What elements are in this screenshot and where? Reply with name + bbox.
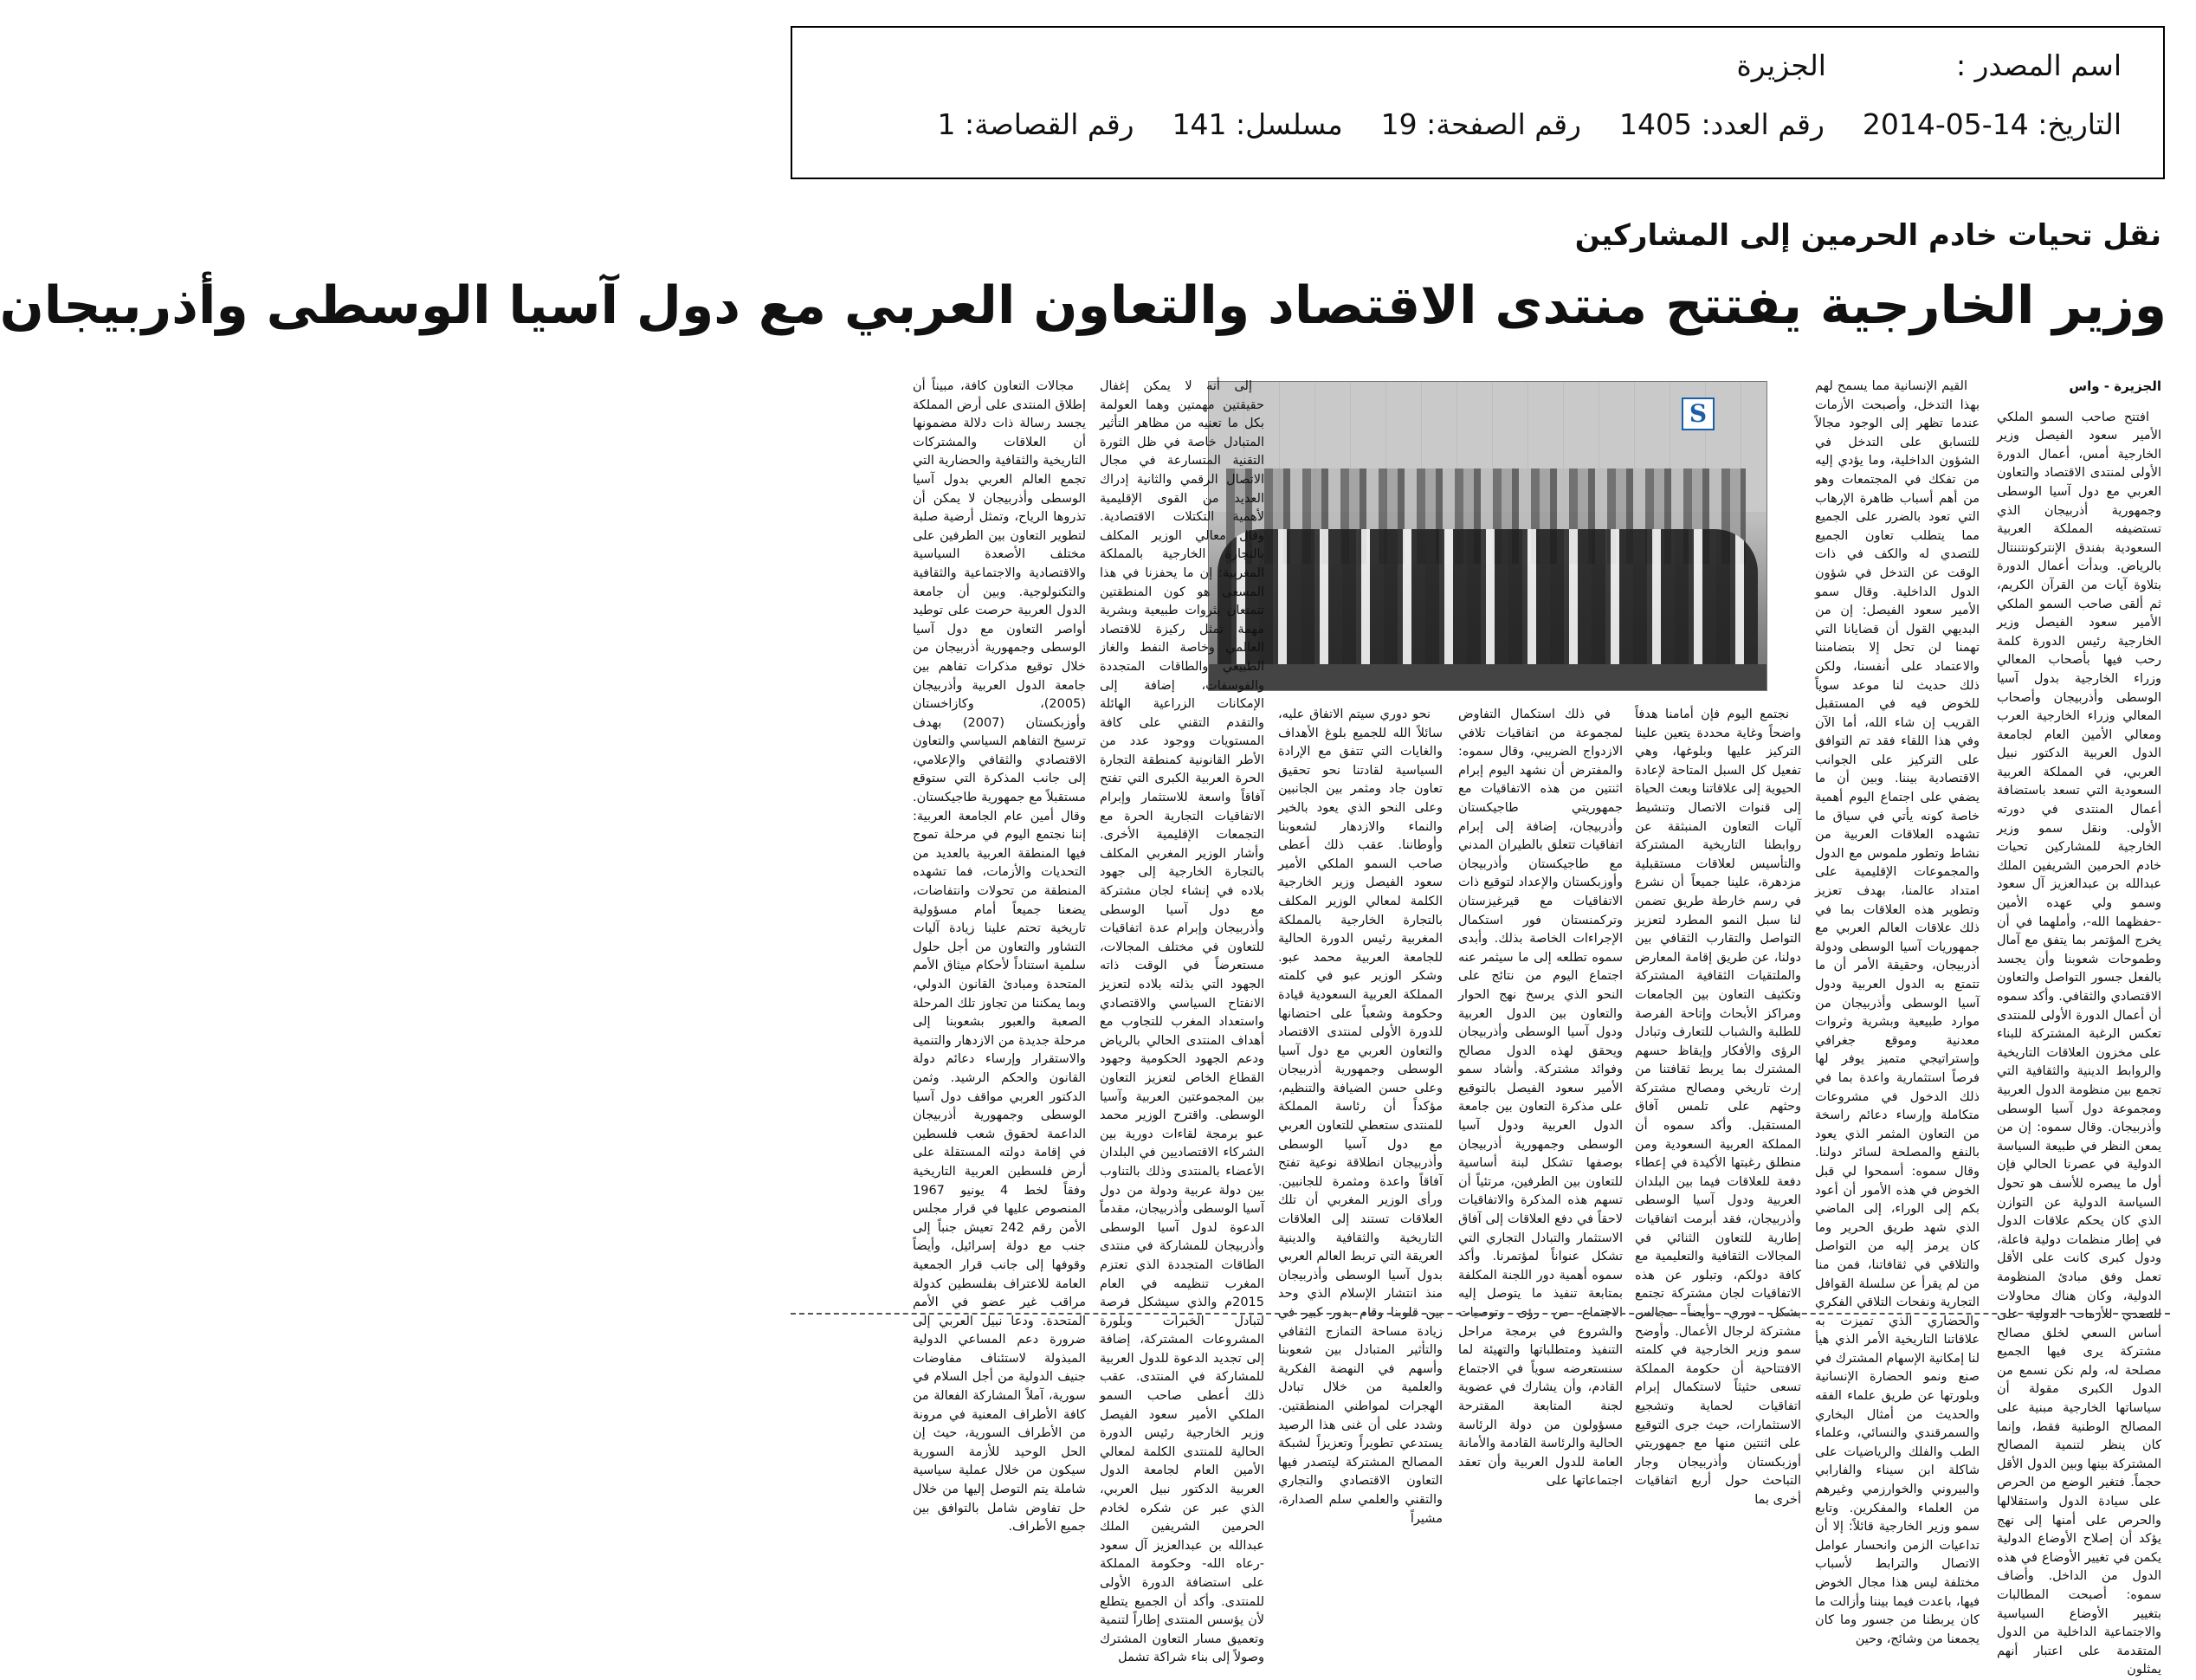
column-5-text: نحو دوري سيتم الاتفاق عليه، سائلاً الله للجميع بلوغ الأهداف والغايات التي تتفق مع الإرادة السياسية لقادتنا نحو تحقيق تعاون جاد ومثمر بين الجانبين وعلى النحو الذي يعود بالخير والنماء والازدهار لشعوبنا وأوطاننا. عقب ذلك أعطى صاحب السمو الملكي الأمير سعود الفيصل وزير الخارجية الكلمة لمعالي الوزير المكلف بالتجارة الخارجية بالمملكة المغربية رئيس الدورة الحالية للجامعة العربية محمد عبو. وشكر الوزير عبو في كلمته المملكة العربية السعودية قيادة وحكومة وشعباً على احتضانها للدورة الأولى لمنتدى الاقتصاد والتعاون العربي مع دول آسيا الوسطى وجمهورية أذربيجان وعلى حسن الضيافة والتنظيم، مؤكداً أن رئاسة المملكة للمنتدى ستعطي للتعاون العربي مع دول آسيا الوسطى وأذربيجان انطلاقة نوعية تفتح آفاقاً واعدة ومثمرة للجانبين. ورأى الوزير المغربي أن تلك العلاقات تستند إلى العلاقات التاريخية والثقافية والدينية العريقة التي تربط العالم العربي بدول آسيا الوسطى وأذربيجان منذ انتشار الإسلام الذي وحد بين قلوبنا وقام بدور كبير في زيادة مساحة التمازج الثقافي والتأثير المتبادل بين شعوبنا وأسهم في النهضة الفكرية والعلمية من خلال تبادل الهجرات لمواطني المنطقتين. وشدد على أن غنى هذا الرصيد يستدعي تطويراً وتعزيزاً لشبكة المصالح المشتركة ليتصدر فيها التعاون الاقتصادي والتجاري والتقني والعلمي سلم الصدارة، مشيراً (1278, 708, 1443, 1526)
photo-floor (1209, 664, 1766, 690)
article-column-3 (1635, 706, 1801, 1507)
date-field: التاريخ: 14-05-2014 (1862, 107, 2122, 141)
article-column-7 (913, 378, 1087, 1535)
photo-group (1217, 529, 1758, 676)
page-field: رقم الصفحة: 19 (1380, 107, 1581, 141)
issue-field: رقم العدد: 1405 (1618, 107, 1825, 141)
clip-field: رقم القصاصة: 1 (937, 107, 1134, 141)
article-column-2 (1815, 378, 1980, 1646)
column-4-text: في ذلك استكمال التفاوض لمجموعة من اتفاقيات تلافي الازدواج الضريبي، وقال سموه: والمفترض أن نشهد اليوم إبرام اثنتين من هذه الاتفاقيات مع جمهوريتي طاجيكستان وأذربيجان، إضافة إلى إبرام اتفاقيات تتعلق بالطيران المدني مع طاجيكستان وأذربيجان وأوزبكستان والإعداد لتوقيع ذات الاتفاقيات مع قيرغيزستان وتركمنستان فور استكمال الإجراءات الخاصة بذلك. وأبدى سموه تطلعه إلى ما سيثمر عنه اجتماع اليوم من نتائج على النحو الذي يرسخ نهج الحوار والتعاون بين الدول العربية ودول آسيا الوسطى وأذربيجان ويحقق لهذه الدول مصالح وفوائد مشتركة. وأشاد سمو الأمير سعود الفيصل بالتوقيع على مذكرة التعاون بين جامعة الدول العربية ودول آسيا الوسطى وجمهورية أذربيجان بوصفها تشكل لبنة أساسية للتعاون بين الطرفين، مرتئياً أن تسهم هذه المذكرة والاتفاقيات لاحقاً في دفع العلاقات إلى آفاق الاستثمار والتبادل التجاري التي تشكل عنواناً لمؤتمرنا. وأكد سموه أهمية دور اللجنة المكلفة بمتابعة تنفيذ ما يتوصل إليه الاجتماع من رؤى وتوصيات والشروع في برمجة مراحل التنفيذ ومتطلباتها والتهيئة لما سنستعرضه سوياً في الاجتماع القادم، وأن يشارك في عضوية لجنة المتابعة المقترحة مسؤولون من دولة الرئاسة الحالية والرئاسة القادمة والأمانة العامة للدول العربية وأن تعقد اجتماعاتها على (1458, 708, 1623, 1489)
column-1-text: افتتح صاحب السمو الملكي الأمير سعود الفيصل وزير الخارجية أمس، أعمال الدورة الأولى لمنتدى الاقتصاد والتعاون العربي مع دول آسيا الوسطى وجمهورية أذربيجان الذي تستضيفه المملكة العربية السعودية بفندق الإنتركونتننتال بالرياض. وبدأت أعمال الدورة بتلاوة آيات من القرآن الكريم، ثم ألقى صاحب السمو الملكي الأمير سعود الفيصل وزير الخارجية رئيس الدورة كلمة رحب فيها بأصحاب المعالي وزراء الخارجية بدول آسيا الوسطى وأذربيجان وأصحاب المعالي وزراء الخارجية العرب ومعالي الأمين العام لجامعة الدول العربية الدكتور نبيل العربي، في المملكة العربية السعودية التي تسعد باستضافة أعمال المنتدى في دورته الأولى. ونقل سمو وزير الخارجية للمشاركين تحيات خادم الحرمين الشريفين الملك عبدالله بن عبدالعزيز آل سعود وسمو ولي عهده الأمين -حفظهما الله-، وأملهما في أن يخرج المؤتمر بما يتفق مع آمال وطموحات شعوبنا وأن يجسد بالفعل جسور التواصل والتعاون الاقتصادي والثقافي. وأكد سموه أن أعمال الدورة الأولى للمنتدى تعكس الرغبة المشتركة للبناء على مخزون العلاقات التاريخية والروابط الدينية والثقافية التي تجمع بين منظومة الدول العربية ومجموعة دول آسيا الوسطى وأذربيجان. وقال سموه: إن من يمعن النظر في طبيعة السياسة الدولية في عصرنا الحالي فإن أول ما يبصره للأسف هو تحول السياسة الدولية عن التوازن الذي كان يحكم علاقات الدول في إطار منظمات دولية فاعلة، ودول كبرى كانت على الأقل تعمل وفق مبادئ المنظومة الدولية، وكان هناك محاولات للتصدي للأزمات الدولية على أساس السعي لخلق مصالح مشتركة يرى فيها الجميع مصلحة له، ولم نكن نسمع من الدول الكبرى مقولة أن سياساتها الخارجية مبنية على المصالح الوطنية فقط، وإنما كان ينظر لتنمية المصالح المشتركة بينها وبين الدول الأقل حجماً. فتغير الوضع من الحرص على سيادة الدول واستقلالها والحرص على أمنها إلى نهج يؤكد أن إصلاح الأوضاع الدولية يكمن في تغيير الأوضاع في هذه الدول من الداخل. وأضاف سموه: أصبحت المطالبات بتغيير الأوضاع السياسية والاجتماعية الداخلية من الدول المتقدمة على اعتبار أنهم يمثلون (1997, 410, 2161, 1677)
source-info-box (791, 26, 2165, 179)
article-column-1 (1997, 378, 2161, 1677)
column-3-text: نجتمع اليوم فإن أمامنا هدفاً واضحاً وغاية محددة يتعين علينا التركيز عليها وبلوغها، وهي تفعيل كل السبل المتاحة لإعادة الحيوية إلى علاقاتنا وبعث الحياة إلى قنوات الاتصال وتنشيط آليات التعاون المنبثقة عن روابطنا التاريخية المشتركة والتأسيس لعلاقات مستقبلية مزدهرة، علينا جميعاً أن نشرع في رسم خارطة طريق تضمن لنا سبل النمو المطرد لتعزيز التواصل والتقارب الثقافي بين دولنا، عن طريق إقامة المعارض والملتقيات الثقافية المشتركة وتكثيف التعاون بين الجامعات ومراكز الأبحاث وإتاحة الفرصة للطلبة والشباب للتعارف وتبادل الرؤى والأفكار وإيقاظ حسهم المشترك بما يربط ثقافتنا من إرث تاريخي ومصالح مشتركة وحثهم على تلمس آفاق المستقبل. وأكد سموه أن المملكة العربية السعودية ومن منطلق رغبتها الأكيدة في إعطاء دفعة للعلاقات فيما بين البلدان العربية ودول آسيا الوسطى وأذربيجان، فقد أبرمت اتفاقيات إطارية للتعاون الثنائي في المجالات الثقافية والتعليمية مع كافة دولكم، وتبلور عن هذه الاتفاقيات لجان مشتركة تجتمع بشكل دوري وأيضاً مجالس مشتركة لرجال الأعمال. وأوضح سمو وزير الخارجية في كلمته الافتتاحية أن حكومة المملكة تسعى حثيثاً لاستكمال إبرام اتفاقيات لحماية وتشجيع الاستثمارات، حيث جرى التوقيع على اثنتين منها مع جمهوريتي أوزبكستان وأذربيجان وجار التباحث حول أربع اتفاقيات أخرى بما (1635, 708, 1801, 1507)
column-2-text: القيم الإنسانية مما يسمح لهم بهذا التدخل، وأصبحت الأزمات عندما تظهر إلى الوجود مجالاً للتسابق على التدخل في الشؤون الداخلية، وما يؤدي إليه من تفكك في المجتمعات وهو من أهم أسباب ظاهرة الإرهاب التي تعود بالضرر على الجميع مما يتطلب تعاون الجميع للتصدي له والكف في ذات الوقت عن التدخل في شؤون الدول الداخلية. وقال سمو الأمير سعود الفيصل: إن من البديهي القول أن قضايانا التي تهمنا لن تحل إلا بتضامننا والاعتماد على أنفسنا، ولكن ذلك حديث لنا موعد سوياً للخوض فيه في المستقبل القريب إن شاء الله، أما الآن وفي هذا اللقاء فقد تم التوافق على التركيز على الجوانب الاقتصادية بيننا. وبين أن ما يضفي على اجتماع اليوم أهمية خاصة كونه يأتي في سياق ما تشهده العلاقات العربية من نشاط وتطور ملموس مع الدول والمجموعات الإقليمية على امتداد عالمنا، بهدف تعزيز وتطوير هذه العلاقات بما في ذلك علاقات العالم العربي مع جمهوريات آسيا الوسطى ودولة أذربيجان، وحقيقة الأمر أن ما تتمتع به الدول العربية ودول آسيا الوسطى وأذربيجان من موارد طبيعية وبشرية وثروات معدنية وموقع جغرافي وإستراتيجي متميز يوفر لها فرصاً استثمارية واعدة بما في ذلك الدخول في مشروعات متكاملة وإرساء دعائم راسخة من التعاون المثمر الذي يعود بالنفع والمصلحة لسائر دولنا. وقال سموه: أسمحوا لي قبل الخوض في هذه الأمور أن أعود بكم إلى الوراء، إلى الماضي الذي شهد طريق الحرير وما كان يرمز إليه من التواصل والتلاقي في ثقافاتنا، فمن منا من لم يقرأ عن سلسلة القوافل التجارية ونفحات التلاقي الفكري والحضاري الذي تميزت به علاقاتنا التاريخية الأمر الذي هيأ لنا إمكانية الإسهام المشترك في صنع ونمو الحضارة الإنسانية وبلورتها عن طريق علماء الفقه والحديث من أمثال البخاري والسمرقندي والنسائي، وعلماء الطب والفلك والرياضيات على شاكلة ابن سيناء والفارابي والبيروني والخوارزمي وغيرهم من العلماء والمفكرين. وتابع سمو وزير الخارجية قائلاً: إلا أن تداعيات الزمن وانحسار عوامل الاتصال والترابط لأسباب مختلفة ليس هذا مجال الخوض فيها، باعدت فيما بيننا وأزالت ما كان يربطنا من جسور وما كان يجمعنا من وشائج، وحين (1815, 379, 1980, 1646)
article-photo (1208, 381, 1767, 691)
article-column-5 (1278, 706, 1443, 1526)
article-headline: وزير الخارجية يفتتح منتدى الاقتصاد والتعاون العربي مع دول آسيا الوسطى وأذربيجان (0, 275, 2167, 336)
meta-row (937, 107, 2122, 141)
serial-field: مسلسل: 141 (1172, 107, 1343, 141)
column-7-text: مجالات التعاون كافة، مبيناً أن إطلاق المنتدى على أرض المملكة يجسد رسالة ذات دلالة مضمونها أن العلاقات والمشتركات التاريخية والثقافية والحضارية التي تجمع العالم العربي بدول آسيا الوسطى وأذربيجان لا يمكن أن تذروها الرياح، وتمثل أرضية صلبة لتطوير التعاون بين الطرفين على مختلف الأصعدة السياسية والاقتصادية والاجتماعية والثقافية والتكنولوجية. وبين أن جامعة الدول العربية حرصت على توطيد أواصر التعاون مع دول آسيا الوسطى وجمهورية أذربيجان من خلال توقيع مذكرات تفاهم بين جامعة الدول العربية وأذربيجان (2005)، وكازاخستان وأوزبكستان (2007) بهدف ترسيخ التفاهم السياسي والتعاون الاقتصادي والثقافي والإعلامي، إلى جانب المذكرة التي ستوقع مستقبلاً مع جمهورية طاجيكستان. وقال أمين عام الجامعة العربية: إننا نجتمع اليوم في مرحلة تموج فيها المنطقة العربية بالعديد من التحديات والأزمات، فما تشهده المنطقة من تحولات وانتفاضات، يضعنا جميعاً أمام مسؤولية تاريخية تحتم علينا زيادة آليات التشاور والتعاون من أجل حلول سلمية استناداً لأحكام ميثاق الأمم المتحدة ومبادئ القانون الدولي، وبما يمكننا من تجاوز تلك المرحلة الصعبة والعبور بشعوبنا إلى مرحلة جديدة من الازدهار والتنمية والاستقرار وإرساء دعائم دولة القانون والحكم الرشيد. وثمن الدكتور العربي مواقف دول آسيا الوسطى وجمهورية أذربيجان الداعمة لحقوق شعب فلسطين في إقامة دولته المستقلة على أرض فلسطين العربية التاريخية وفقاً لخط 4 يونيو 1967 المنصوص عليها في قرار مجلس الأمن رقم 242 تعيش جنباً إلى جنب مع دولة إسرائيل، وأيضاً وقوفها إلى جانب قرار الجمعية العامة للاعتراف بفلسطين كدولة مراقب غير عضو في الأمم المتحدة. ودعا نبيل العربي إلى ضرورة دعم المساعي الدولية المبذولة لاستئناف مفاوضات جنيف الدولية من أجل السلام في سورية، آملاً المشاركة الفعالة من كافة الأطراف المعنية في مرونة من الأطراف السورية، حيث إن الحل الوحيد للأزمة السورية سيكون من خلال عملية سياسية شاملة يتم التوصل إليها من خلال حل تفاوض شامل بالتوافق بين جميع الأطراف. (913, 379, 1087, 1535)
article-kicker: نقل تحيات خادم الحرمين إلى المشاركين (1574, 218, 2161, 253)
article-column-4 (1458, 706, 1623, 1489)
column-6-text: إلى أنه لا يمكن إغفال حقيقتين مهمتين وهما العولمة بكل ما تعنيه من مظاهر التأثير المتبادل خاصة في ظل الثورة التقنية المتسارعة في مجال الاتصال الرقمي والثانية إدراك العديد من القوى الإقليمية لأهمية التكتلات الاقتصادية. وقال معالي الوزير المكلف بالتجارة الخارجية بالمملكة المغربية: إن ما يحفزنا في هذا المسعى هو كون المنطقتين تتمتعان بثروات طبيعية وبشرية مهمة تمثل ركيزة للاقتصاد العالمي وخاصة النفط والغاز الطبيعي والطاقات المتجددة والفوسفات، إضافة إلى الإمكانات الزراعية الهائلة والتقدم التقني على كافة المستويات ووجود عدد من الأطر القانونية كمنطقة التجارة الحرة العربية الكبرى التي تفتح آفاقاً واسعة للاستثمار وإبرام الاتفاقيات التجارية الحرة مع التجمعات الإقليمية الأخرى. وأشار الوزير المغربي المكلف بالتجارة الخارجية إلى جهود بلاده في إنشاء لجان مشتركة مع دول آسيا الوسطى وأذربيجان وإبرام عدة اتفاقيات للتعاون في مختلف المجالات، مستعرضاً في الوقت ذاته الجهود التي بذلته بلاده لتعزيز الانفتاح السياسي والاقتصادي واستعداد المغرب للتجاوب مع أهداف المنتدى الحالي بالرياض ودعم الجهود الحكومية وجهود القطاع الخاص لتعزيز التعاون بين المجموعتين العربية وآسيا الوسطى. واقترح الوزير محمد عبو برمجة لقاءات دورية بين الشركاء الاقتصاديين في البلدان الأعضاء بالمنتدى وذلك بالتناوب بين دولة عربية ودولة من دول آسيا الوسطى وأذربيجان، مقدماً الدعوة لدول آسيا الوسطى وأذربيجان للمشاركة في منتدى الطاقات المتجددة الذي تعتزم المغرب تنظيمه في العام 2015م والذي سيشكل فرصة لتبادل الخبرات وبلورة المشروعات المشتركة، إضافة إلى تجديد الدعوة للدول العربية للمشاركة في المنتدى. عقب ذلك أعطى صاحب السمو الملكي الأمير سعود الفيصل وزير الخارجية رئيس الدورة الحالية للمنتدى الكلمة لمعالي الأمين العام لجامعة الدول العربية الدكتور نبيل العربي، الذي عبر عن شكره لخادم الحرمين الشريفين الملك عبدالله بن عبدالعزيز آل سعود -رعاه الله- وحكومة المملكة على استضافة الدورة الأولى للمنتدى. وأكد أن الجميع يتطلع لأن يؤسس المنتدى إطاراً لتنمية وتعميق مسار التعاون المشترك وصولاً إلى بناء شراكة تشمل (1100, 379, 1264, 1665)
article-column-6 (1100, 378, 1264, 1665)
source-name: الجزيرة (1736, 48, 1826, 82)
source-label: اسم المصدر : (1955, 48, 2122, 82)
source-row (1737, 48, 2122, 82)
article-byline: الجزيرة - واس (2069, 378, 2161, 394)
agency-logo-icon: S (1682, 397, 1715, 430)
bottom-divider (791, 1313, 2170, 1315)
